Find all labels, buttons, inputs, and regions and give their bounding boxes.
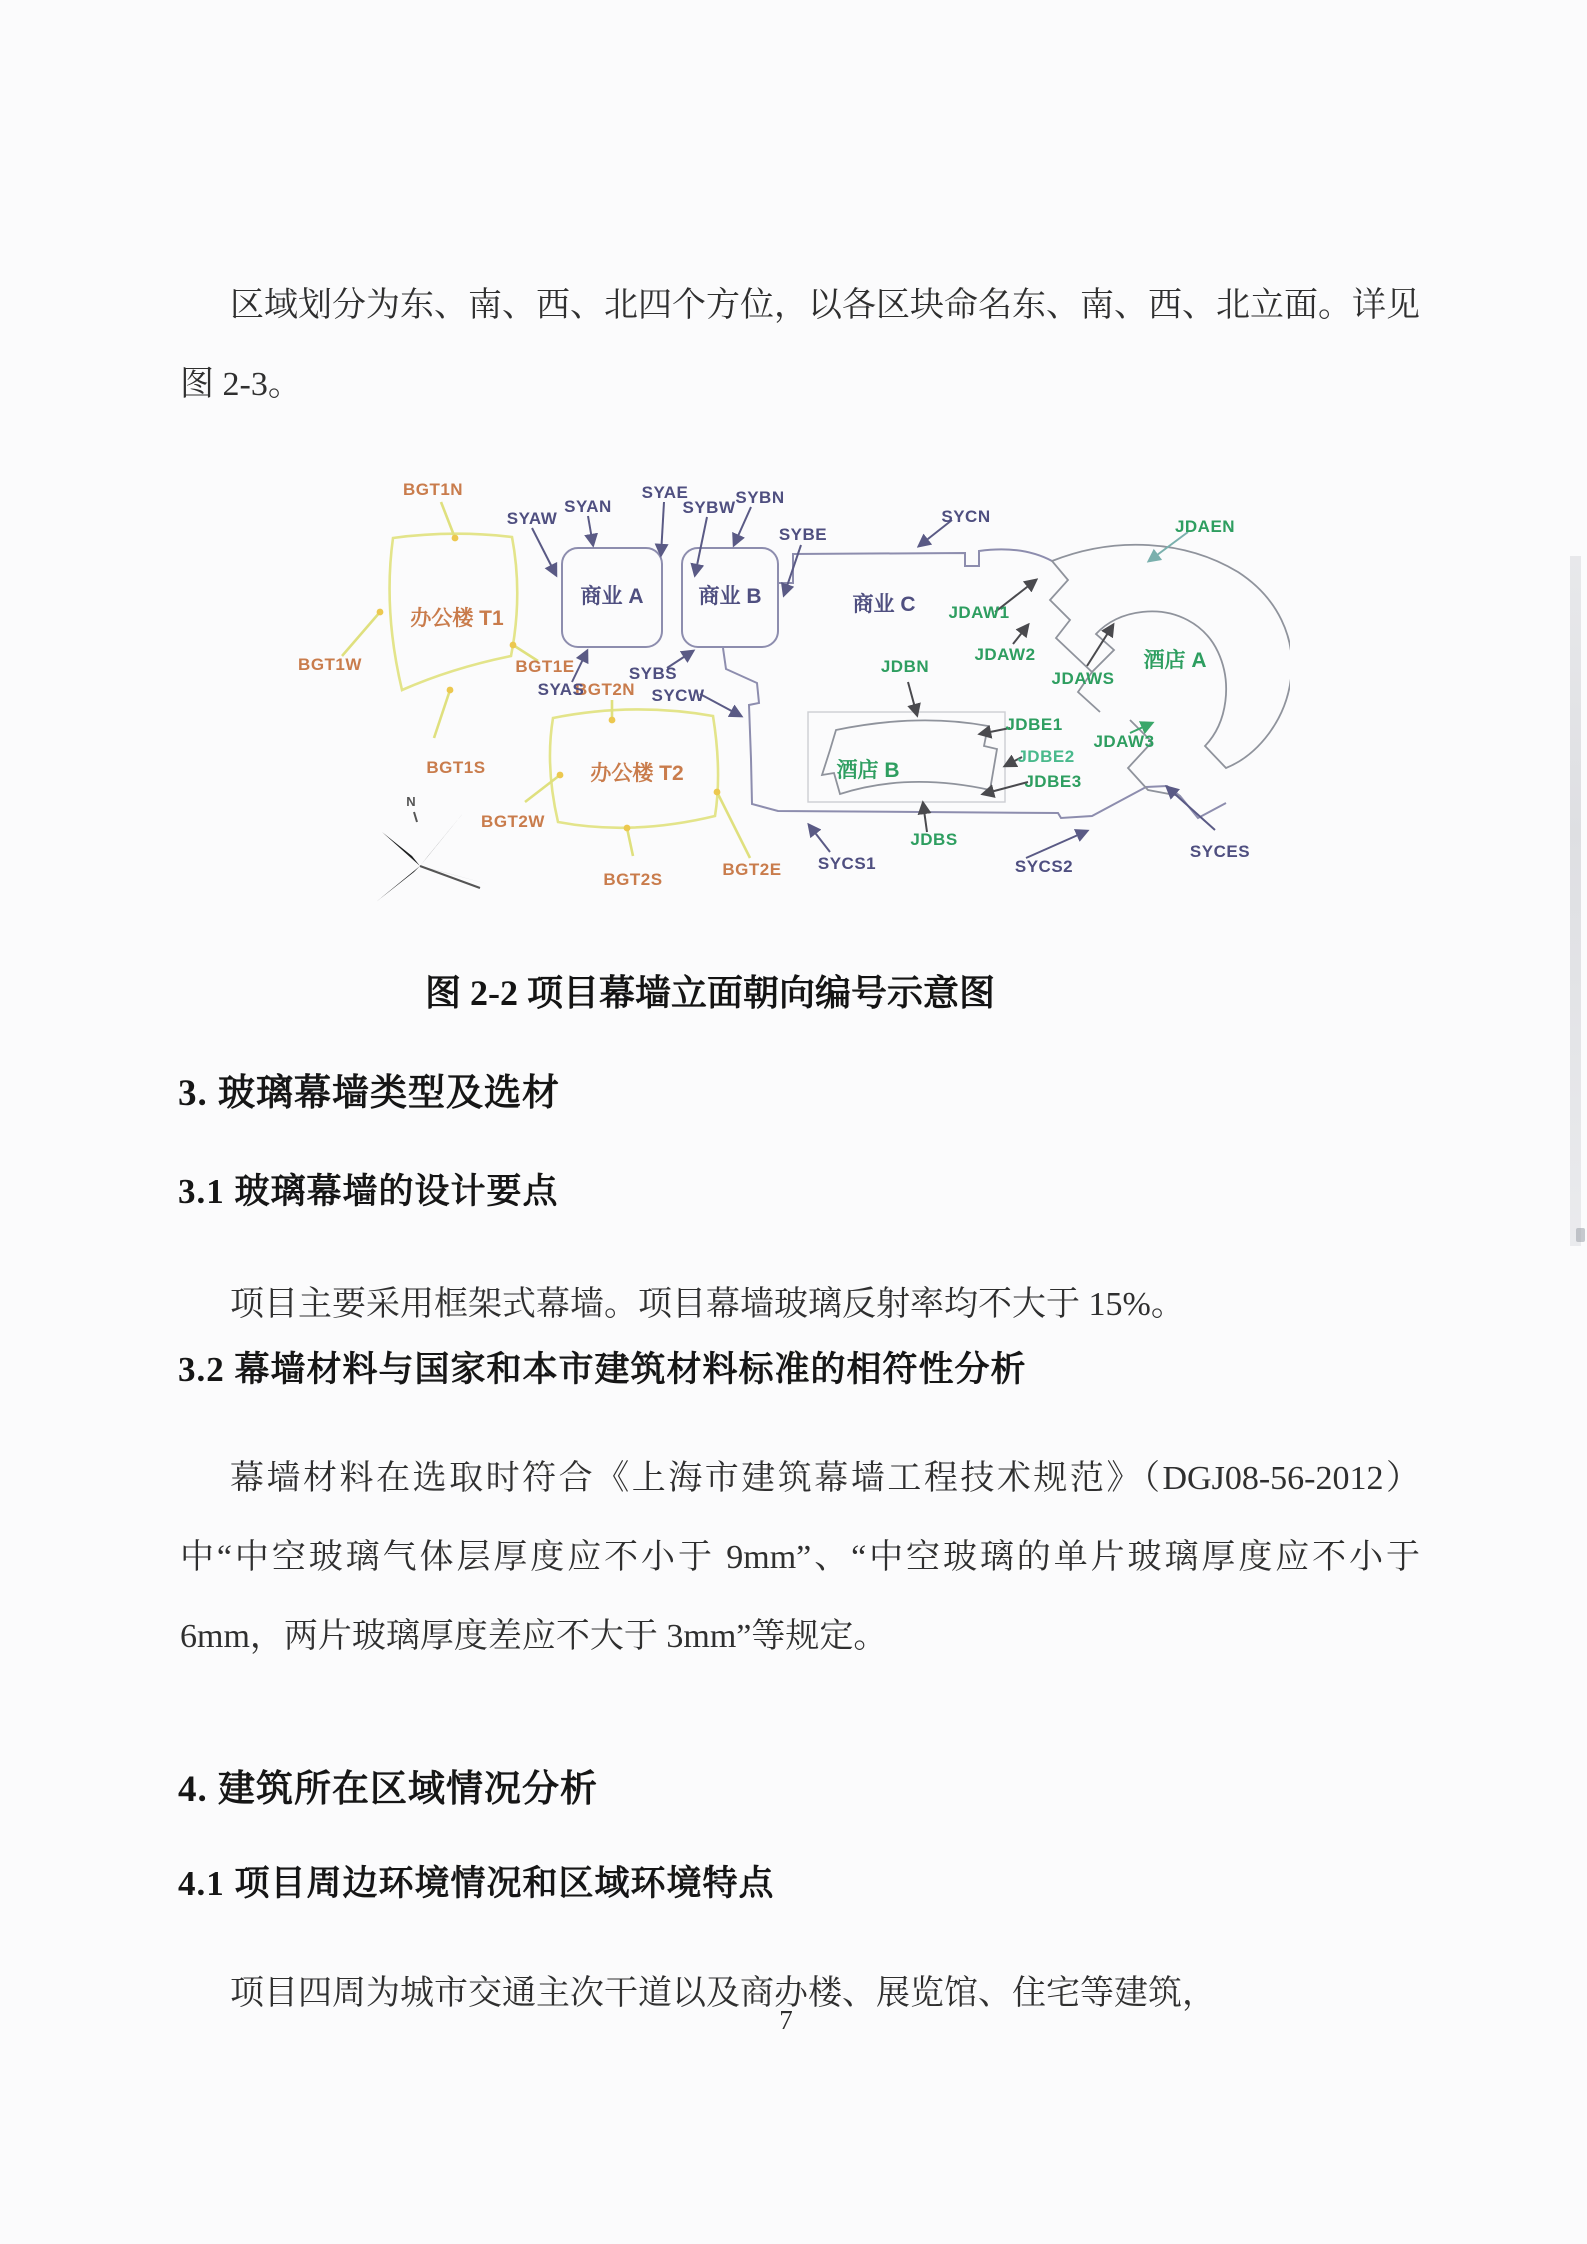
facade-code-BGT2S: BGT2S [603,870,663,889]
facade-code-SYCES: SYCES [1189,842,1251,861]
leader-dot-BGT1N [452,535,459,542]
facade-code-BGT1N: BGT1N [402,480,464,499]
paragraph-4-1: 项目四周为城市交通主次干道以及商办楼、展览馆、住宅等建筑， [230,1975,1216,2012]
facade-code-JDAW1: JDAW1 [948,603,1010,622]
building-name-label: 商业 B [698,585,762,608]
intro-paragraph: 区域划分为东、南、西、北四个方位，以各区块命名东、南、西、北立面。详见图 2-3。 [180,287,1420,403]
heading-4-1: 4.1 项目周边环境情况和区域环境特点 [178,1864,775,1903]
facade-code-SYCW: SYCW [651,686,705,705]
leader-line-SYCW [700,694,741,716]
facade-code-SYCN: SYCN [941,507,991,526]
hotel-b-outline [822,720,997,794]
facade-code-JDAW2: JDAW2 [974,645,1036,664]
leader-line-JDBN [908,682,917,715]
leader-line-BGT2W [525,775,560,802]
building-name-label: 酒店 B [836,759,900,782]
facade-diagram [230,460,1290,940]
leader-dot-BGT2S [624,825,631,832]
leader-line-JDBS [923,803,927,832]
scan-artifact-strip [1570,556,1581,1246]
leader-line-SYCES [1167,787,1215,830]
commercial-c-outline-top [779,549,1052,583]
facade-code-JDBE2: JDBE2 [1017,747,1075,766]
north-compass-icon [376,794,488,902]
facade-code-BGT1E: BGT1E [515,657,575,676]
leader-line-SYAN [588,516,593,545]
facade-code-JDAW3: JDAW3 [1093,732,1155,751]
facade-code-SYBS: SYBS [628,664,678,683]
facade-code-BGT1S: BGT1S [426,758,486,777]
facade-code-BGT2E: BGT2E [722,860,782,879]
heading-3: 3. 玻璃幕墙类型及选材 [178,1073,560,1114]
building-name-label: 酒店 A [1143,649,1207,672]
facade-code-SYAE: SYAE [641,483,689,502]
facade-code-SYAW: SYAW [506,509,558,528]
leader-line-SYCS1 [809,825,830,852]
leader-line-BGT1W [342,612,380,656]
facade-code-SYCS2: SYCS2 [1014,857,1074,876]
heading-3-2: 3.2 幕墙材料与国家和本市建筑材料标准的相符性分析 [178,1350,1027,1389]
facade-code-SYAS: SYAS [537,680,585,699]
leader-line-SYBW [695,517,707,575]
facade-code-BGT2N: BGT2N [574,680,636,699]
leader-dot-BGT1S [447,687,454,694]
building-name-label: 办公楼 T1 [410,607,504,630]
leader-line-JDAW2 [1013,625,1028,644]
leader-line-BGT2E [717,792,750,858]
facade-code-JDBN: JDBN [880,657,930,676]
page-number: 7 [779,2005,793,2035]
facade-code-SYCS1: SYCS1 [817,854,877,873]
heading-4: 4. 建筑所在区域情况分析 [178,1769,598,1810]
leader-dot-BGT1E [510,642,517,649]
facade-code-SYBE: SYBE [778,525,828,544]
building-name-label: 商业 C [852,593,916,616]
leader-line-BGT2S [627,828,633,856]
facade-code-JDBS: JDBS [910,830,958,849]
facade-code-BGT2W: BGT2W [481,812,545,831]
heading-3-1: 3.1 玻璃幕墙的设计要点 [178,1172,559,1211]
facade-code-JDBE1: JDBE1 [1005,715,1063,734]
north-label: N [406,794,416,809]
paragraph-3-1: 项目主要采用框架式幕墙。项目幕墙玻璃反射率均不大于 15%。 [230,1286,1185,1323]
facade-code-JDAEN: JDAEN [1174,517,1236,536]
leader-line-SYAW [532,528,556,575]
figure-caption: 图 2-2 项目幕墙立面朝向编号示意图 [425,973,995,1013]
leader-dot-BGT2W [557,772,564,779]
leader-line-SYCS2 [1026,831,1087,858]
facade-code-SYAN: SYAN [564,497,612,516]
leader-line-SYAE [661,502,664,555]
leader-dot-BGT2E [714,789,721,796]
building-name-label: 办公楼 T2 [590,762,684,785]
scan-artifact-dot [1576,1228,1585,1242]
leader-line-SYBN [734,507,751,545]
leader-dot-BGT1W [377,609,384,616]
leader-line-JDAEN [1149,532,1188,561]
leader-dot-BGT2N [609,717,616,724]
facade-code-JDBE3: JDBE3 [1024,772,1082,791]
facade-code-JDAWS: JDAWS [1051,669,1115,688]
leader-line-SYBE [784,545,801,595]
building-name-label: 商业 A [580,585,644,608]
facade-code-SYBN: SYBN [735,488,785,507]
facade-code-BGT1W: BGT1W [298,655,362,674]
facade-code-SYBW: SYBW [682,498,736,517]
leader-line-BGT1S [434,690,450,738]
paragraph-3-2: 幕墙材料在选取时符合《上海市建筑幕墙工程技术规范》（DGJ08-56-2012）中“中空玻璃气体层厚度应不小于 9mm”、“中空玻璃的单片玻璃厚度应不小于 6mm，两片玻璃厚度差应不大于 3mm”等规定。 [180,1460,1420,1655]
